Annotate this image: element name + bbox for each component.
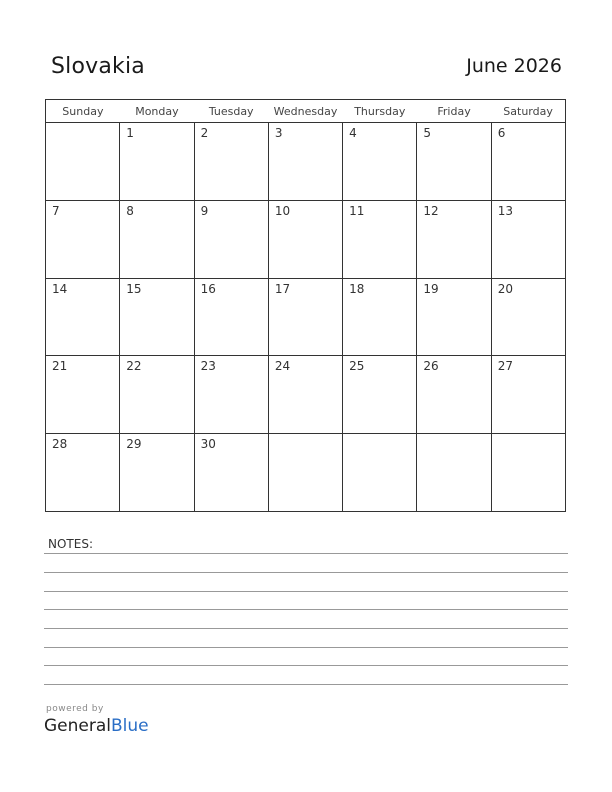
weekday-friday: Friday [417,100,491,123]
day-cell [417,356,491,434]
day-cell [46,278,120,356]
weekday-saturday: Saturday [491,100,565,123]
day-cell [491,356,565,434]
day-number: 16 [200,281,216,296]
day-number: 11 [349,203,365,218]
notes-label: NOTES: [48,537,93,551]
day-number: 21 [52,359,68,374]
note-line [44,572,568,573]
day-cell [343,278,417,356]
day-number [417,434,490,437]
day-number: 26 [423,359,439,374]
weekday-thursday: Thursday [343,100,417,123]
note-line [44,665,568,666]
day-cell [46,123,120,201]
day-cell [120,123,194,201]
note-line [44,591,568,592]
weekday-header-row [46,100,566,123]
day-number: 17 [274,281,291,296]
day-cell [268,278,342,356]
calendar-grid [45,99,566,512]
day-cell [46,200,120,278]
day-cell [268,123,342,201]
day-number: 10 [274,203,291,218]
day-cell [491,200,565,278]
day-cell [491,123,565,201]
day-number: 29 [126,437,142,452]
note-line [44,647,568,648]
day-cell [194,434,268,512]
day-cell [417,123,491,201]
day-number: 9 [200,203,209,218]
day-number: 8 [126,203,134,218]
day-cell [194,278,268,356]
day-cell [194,200,268,278]
weekday-monday: Monday [120,100,194,123]
day-number: 7 [52,203,60,218]
day-number: 1 [126,126,134,140]
day-cell [120,278,194,356]
brand-blue: Blue [111,716,149,736]
day-number: 25 [349,359,365,374]
note-line [44,553,568,554]
day-number: 2 [200,126,209,140]
day-cell [268,200,342,278]
day-number: 24 [274,359,291,374]
day-number: 22 [126,359,142,374]
day-cell [46,434,120,512]
day-cell [417,434,491,512]
day-cell [343,434,417,512]
day-cell [268,434,342,512]
day-number: 6 [497,126,506,140]
day-number [343,434,416,437]
day-cell [120,200,194,278]
week-row-4 [46,356,566,434]
country-title: Slovakia [51,54,145,79]
note-line [44,609,568,610]
day-number: 4 [349,126,357,140]
weekday-wednesday: Wednesday [268,100,342,123]
day-number: 28 [52,437,68,452]
week-row-5 [46,434,566,512]
month-year-title: June 2026 [466,55,562,77]
day-cell [194,123,268,201]
day-number: 13 [497,203,513,218]
brand-general: General [44,716,111,736]
day-number: 18 [349,281,365,296]
day-cell [268,356,342,434]
day-cell [417,200,491,278]
day-cell [120,356,194,434]
day-number: 5 [423,126,432,140]
weekday-tuesday: Tuesday [194,100,268,123]
generalblue-logo[interactable] [44,716,149,736]
week-row-2 [46,200,566,278]
day-number [492,434,565,437]
day-number: 12 [423,203,439,218]
day-cell [120,434,194,512]
day-number [46,123,119,126]
day-number [269,434,342,437]
day-cell [343,123,417,201]
day-number: 23 [200,359,216,374]
powered-by-text: powered by [46,704,104,714]
note-line [44,684,568,685]
day-cell [343,200,417,278]
day-cell [343,356,417,434]
week-row-1 [46,123,566,201]
day-number: 30 [200,437,216,452]
day-number: 19 [423,281,439,296]
note-line [44,628,568,629]
day-number: 20 [497,281,513,296]
weekday-sunday: Sunday [46,100,120,123]
day-number: 15 [126,281,142,296]
day-number: 3 [274,126,283,140]
day-number: 14 [52,281,68,296]
day-cell [46,356,120,434]
day-cell [194,356,268,434]
week-row-3 [46,278,566,356]
day-cell [417,278,491,356]
day-number: 27 [497,359,513,374]
day-cell [491,278,565,356]
day-cell [491,434,565,512]
